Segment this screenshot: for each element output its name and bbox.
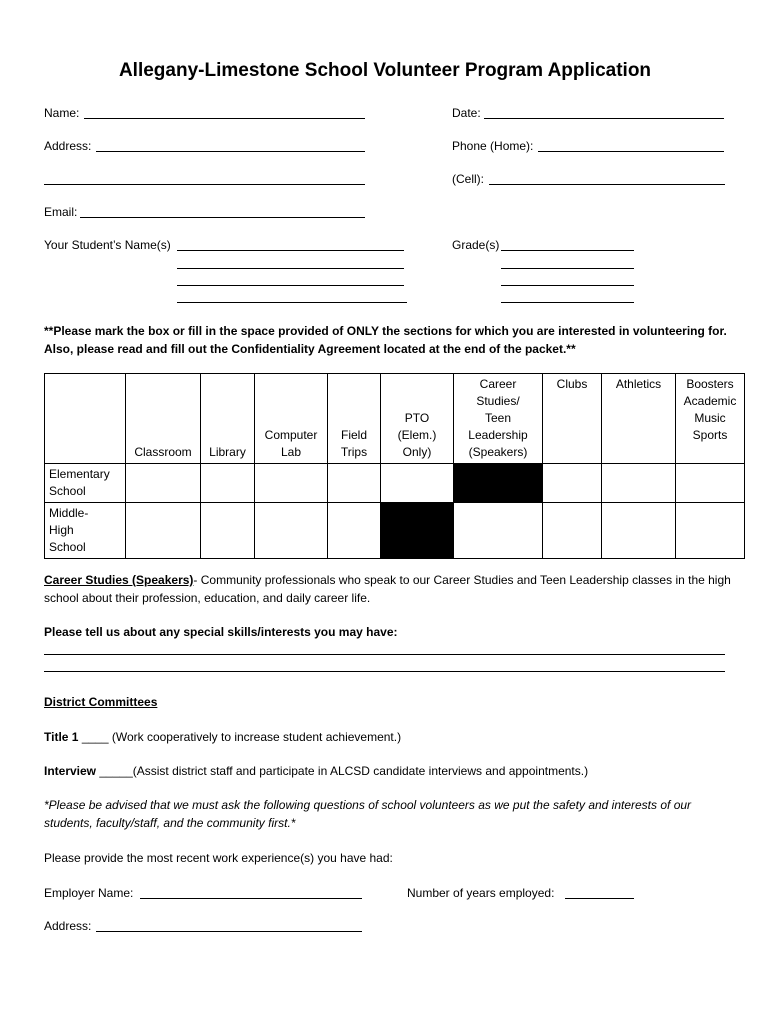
employer-name-label: Employer Name: [44,886,134,900]
student-name-field-4[interactable] [177,302,407,303]
title1-description: (Work cooperatively to increase student achievement.) [108,730,402,744]
student-name-field-3[interactable] [177,285,404,286]
employer-address-field[interactable] [96,931,362,932]
row-label-middle-high-line2: High [49,523,74,537]
table-header-row [45,374,745,464]
col-header-boosters-line3: Music [694,411,726,425]
district-committees-heading: District Committees [44,695,158,709]
col-header-career-line1: Career [479,377,517,391]
col-header-computer-lab-line1: Computer [264,428,318,442]
interview-row [44,762,588,780]
checkbox-elementary-boosters[interactable] [676,464,745,503]
career-studies-description: - Community professionals who speak to our Career Studies and Teen Leadership classes in the high school about their profession, education, and daily career life. [44,573,731,605]
title1-blank[interactable]: ____ [81,730,109,744]
col-header-computer-lab [255,374,328,464]
phone-home-field[interactable] [538,151,724,152]
date-field[interactable] [484,118,724,119]
grades-label: Grade(s) [452,238,500,252]
checkbox-mh-boosters[interactable] [676,503,745,559]
checkbox-elementary-field-trips[interactable] [328,464,381,503]
col-header-clubs: Clubs [543,374,602,464]
checkbox-elementary-classroom[interactable] [126,464,201,503]
student-name-field-2[interactable] [177,268,404,269]
skills-answer-line-2[interactable] [44,671,725,672]
col-header-pto [381,374,454,464]
email-field[interactable] [80,217,365,218]
years-employed-label: Number of years employed: [407,886,555,900]
checkbox-mh-clubs[interactable] [543,503,602,559]
checkbox-mh-library[interactable] [201,503,255,559]
student-name-field-1[interactable] [177,250,404,251]
grade-field-4[interactable] [501,302,634,303]
table-row [45,464,745,503]
students-label: Your Student’s Name(s) [44,238,171,252]
cell-label: (Cell): [452,172,484,186]
row-label-elementary [45,464,126,503]
name-label: Name: [44,106,80,120]
checkbox-elementary-library[interactable] [201,464,255,503]
skills-prompt: Please tell us about any special skills/interests you may have: [44,625,398,639]
title1-row [44,728,401,746]
checkbox-mh-athletics[interactable] [602,503,676,559]
col-header-computer-lab-line2: Lab [280,445,302,459]
checkbox-elementary-pto[interactable] [381,464,454,503]
title1-label: Title 1 [44,730,79,744]
row-label-middle-high [45,503,126,559]
col-header-career-line2: Studies/ [476,394,520,408]
address-label: Address: [44,139,92,153]
table-row [45,503,745,559]
col-header-field-trips-line2: Trips [340,445,368,459]
blocked-cell-mh-pto [381,503,454,559]
skills-answer-line-1[interactable] [44,654,725,655]
col-header-pto-line2: (Elem.) [397,428,437,442]
advisory-text: *Please be advised that we must ask the following questions of school volunteers as we put the safety and interests of our students, faculty/staff, and the community first.* [44,798,692,830]
address-line2-field[interactable] [44,184,365,185]
corner-cell [45,374,126,464]
col-header-boosters [676,374,745,464]
date-label: Date: [452,106,481,120]
grade-field-1[interactable] [501,250,634,251]
col-header-career-studies [454,374,543,464]
years-employed-field[interactable] [565,898,634,899]
address-field[interactable] [96,151,365,152]
interview-description: (Assist district staff and participate in ALCSD candidate interviews and appointments.) [132,764,589,778]
grade-field-3[interactable] [501,285,634,286]
checkbox-mh-classroom[interactable] [126,503,201,559]
col-header-library: Library [201,374,255,464]
email-label: Email: [44,205,78,219]
checkbox-elementary-athletics[interactable] [602,464,676,503]
checkbox-elementary-computer-lab[interactable] [255,464,328,503]
col-header-pto-line1: PTO [404,411,430,425]
checkbox-mh-career[interactable] [454,503,543,559]
page-title: Allegany-Limestone School Volunteer Program Application [118,60,652,81]
phone-home-label: Phone (Home): [452,139,534,153]
col-header-boosters-line4: Sports [692,428,728,442]
grade-field-2[interactable] [501,268,634,269]
checkbox-elementary-clubs[interactable] [543,464,602,503]
employer-name-field[interactable] [140,898,362,899]
checkbox-mh-computer-lab[interactable] [255,503,328,559]
name-field[interactable] [84,118,365,119]
col-header-career-line5: (Speakers) [468,445,528,459]
work-experience-prompt: Please provide the most recent work experience(s) you have had: [44,851,393,865]
career-studies-note [44,571,734,607]
checkbox-mh-field-trips[interactable] [328,503,381,559]
instructions-text: **Please mark the box or fill in the space provided of ONLY the sections for which you are interested in volunteering for. Also, please read and fill out the Confidentiality Agreement located at the end of the packet.** [44,324,727,356]
col-header-boosters-line2: Academic [683,394,737,408]
row-label-middle-high-line3: School [49,540,86,554]
col-header-classroom: Classroom [126,374,201,464]
col-header-career-line4: Leadership [468,428,528,442]
career-studies-term: Career Studies (Speakers) [44,573,194,587]
col-header-field-trips [328,374,381,464]
blocked-cell-elementary-career [454,464,543,503]
col-header-pto-line3: Only) [402,445,432,459]
col-header-career-line3: Teen [484,411,512,425]
row-label-elementary-line2: School [49,484,86,498]
col-header-athletics: Athletics [602,374,676,464]
employer-address-label: Address: [44,919,92,933]
volunteer-interest-table [44,373,745,559]
col-header-field-trips-line1: Field [340,428,367,442]
cell-field[interactable] [489,184,725,185]
interview-blank[interactable]: _____ [99,764,133,778]
row-label-elementary-line1: Elementary [49,467,110,481]
row-label-middle-high-line1: Middle- [49,506,89,520]
col-header-boosters-line1: Boosters [686,377,734,391]
interview-label: Interview [44,764,97,778]
